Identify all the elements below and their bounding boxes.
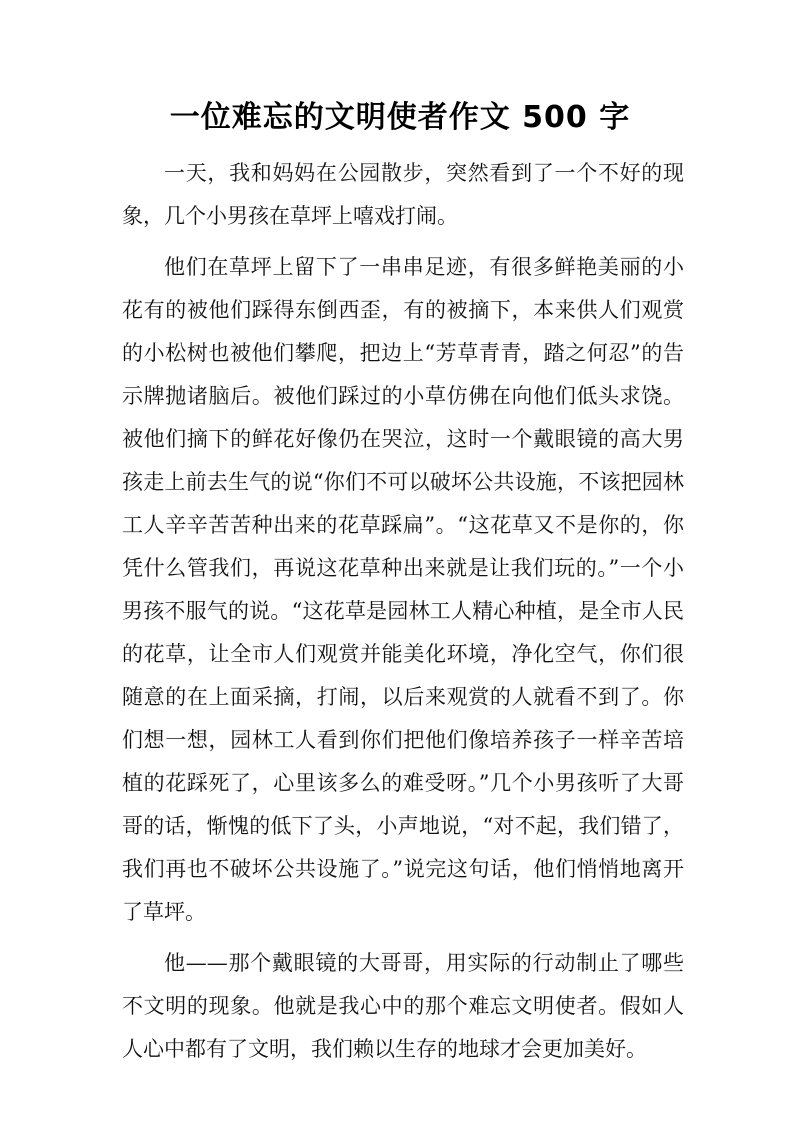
paragraph-2: 他们在草坪上留下了一串串足迹，有很多鲜艳美丽的小花有的被他们踩得东倒西歪，有的被摘下，本来供人们观赏的小松树也被他们攀爬，把边上“芳草青青，踏之何忍”的告示牌抛诸脑后。被他们踩过的小草仿佛在向他们低头求饶。被他们摘下的鲜花好像仍在哭泣，这时一个戴眼镜的高大男孩走上前去生气的说“你们不可以破坏公共设施，不该把园林工人辛辛苦苦种出来的花草踩扁”。“这花草又不是你的，你凭什么管我们，再说这花草种出来就是让我们玩的。”一个小男孩不服气的说。“这花草是园林工人精心种植，是全市人民的花草，让全市人们观赏并能美化环境，净化空气，你们很随意的在上面采摘，打闹，以后来观赏的人就看不到了。你们想一想，园林工人看到你们把他们像培养孩子一样辛苦培植的花踩死了，心里该多么的难受呀。”几个小男孩听了大哥哥的话，惭愧的低下了头，小声地说，“对不起，我们错了，我们再也不破坏公共设施了。”说完这句话，他们悄悄地离开了草坪。 xyxy=(122,255,684,924)
paragraph-1: 一天，我和妈妈在公园散步，突然看到了一个不好的现象，几个小男孩在草坪上嘻戏打闹。 xyxy=(122,161,684,228)
paragraph-3: 他——那个戴眼镜的大哥哥，用实际的行动制止了哪些不文明的现象。他就是我心中的那个难忘文明使者。假如人人心中都有了文明，我们赖以生存的地球才会更加美好。 xyxy=(122,951,684,1061)
document-title: 一位难忘的文明使者作文 500 字 xyxy=(169,100,631,135)
document-body xyxy=(122,152,684,1079)
